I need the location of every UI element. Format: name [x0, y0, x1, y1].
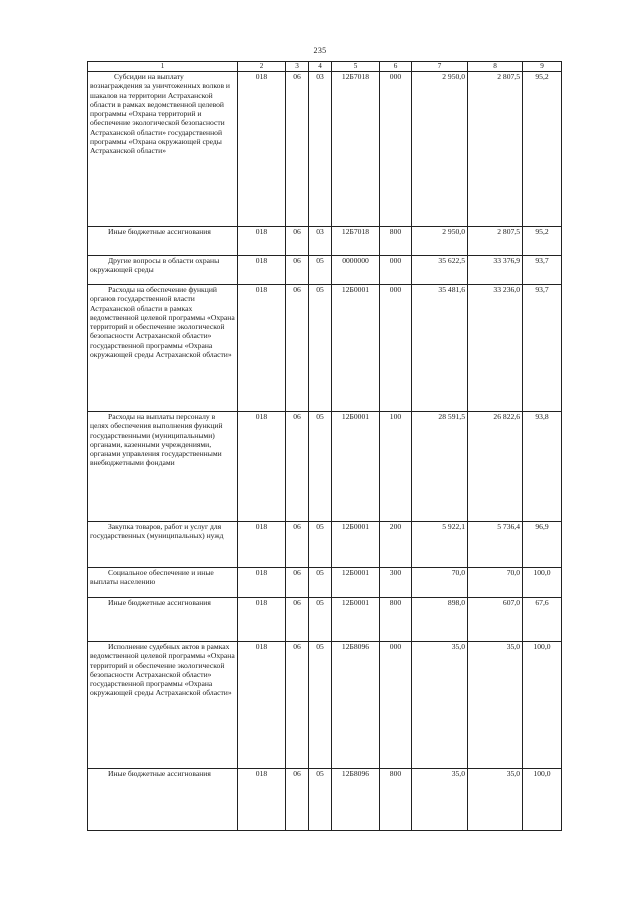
- cell-admin-code: 018: [238, 227, 286, 256]
- cell-subsection: 05: [309, 412, 332, 522]
- cell-executed: 70,0: [468, 568, 523, 598]
- cell-admin-code: 018: [238, 522, 286, 568]
- cell-percent: 93,7: [523, 285, 562, 412]
- cell-section: 06: [286, 642, 309, 769]
- cell-percent: 100,0: [523, 642, 562, 769]
- cell-target-code: 12Б0001: [332, 598, 380, 642]
- header-cell-7: 7: [412, 62, 468, 72]
- cell-section: 06: [286, 256, 309, 285]
- table-row: [88, 522, 562, 568]
- cell-subsection: 03: [309, 227, 332, 256]
- row-name: Субсидии на выплату вознаграждения за уничтоженных волков и шакалов на территории Астраханской области в рамках ведомственной целевой программы «Охрана территорий и обеспечение экологической безопасности Астраханской области» государственной программы «Охрана окружающей среды Астраханской области»: [88, 72, 238, 227]
- header-cell-6: 6: [380, 62, 412, 72]
- row-name: Иные бюджетные ассигнования: [88, 598, 238, 642]
- cell-target-code: 12Б7018: [332, 72, 380, 227]
- cell-target-code: 12Б0001: [332, 412, 380, 522]
- header-cell-9: 9: [523, 62, 562, 72]
- cell-planned: 35,0: [412, 642, 468, 769]
- page-number: 235: [313, 46, 327, 55]
- cell-subsection: 05: [309, 522, 332, 568]
- budget-table: [87, 61, 562, 831]
- header-cell-8: 8: [468, 62, 523, 72]
- cell-admin-code: 018: [238, 412, 286, 522]
- row-name: Социальное обеспечение и иные выплаты населению: [88, 568, 238, 598]
- cell-percent: 95,2: [523, 72, 562, 227]
- cell-expense-type: 800: [380, 598, 412, 642]
- cell-executed: 33 236,0: [468, 285, 523, 412]
- cell-subsection: 03: [309, 72, 332, 227]
- table-row: [88, 642, 562, 769]
- table-row: [88, 769, 562, 831]
- table-row: [88, 72, 562, 227]
- cell-section: 06: [286, 72, 309, 227]
- table-row: [88, 412, 562, 522]
- cell-subsection: 05: [309, 256, 332, 285]
- cell-planned: 35 622,5: [412, 256, 468, 285]
- cell-executed: 35,0: [468, 642, 523, 769]
- cell-admin-code: 018: [238, 642, 286, 769]
- cell-section: 06: [286, 227, 309, 256]
- table-row: [88, 568, 562, 598]
- cell-planned: 70,0: [412, 568, 468, 598]
- cell-executed: 607,0: [468, 598, 523, 642]
- cell-section: 06: [286, 522, 309, 568]
- cell-target-code: 0000000: [332, 256, 380, 285]
- cell-section: 06: [286, 769, 309, 831]
- cell-planned: 898,0: [412, 598, 468, 642]
- cell-section: 06: [286, 285, 309, 412]
- cell-admin-code: 018: [238, 598, 286, 642]
- cell-target-code: 12Б7018: [332, 227, 380, 256]
- cell-subsection: 05: [309, 568, 332, 598]
- row-name: Иные бюджетные ассигнования: [88, 769, 238, 831]
- cell-target-code: 12Б0001: [332, 285, 380, 412]
- cell-admin-code: 018: [238, 568, 286, 598]
- cell-expense-type: 000: [380, 256, 412, 285]
- cell-percent: 100,0: [523, 568, 562, 598]
- cell-percent: 67,6: [523, 598, 562, 642]
- cell-expense-type: 300: [380, 568, 412, 598]
- header-cell-1: 1: [88, 62, 238, 72]
- cell-percent: 100,0: [523, 769, 562, 831]
- cell-planned: 35,0: [412, 769, 468, 831]
- header-row: [88, 62, 562, 72]
- cell-target-code: 12Б0001: [332, 522, 380, 568]
- cell-expense-type: 000: [380, 72, 412, 227]
- cell-target-code: 12Б0001: [332, 568, 380, 598]
- cell-target-code: 12Б8096: [332, 642, 380, 769]
- cell-section: 06: [286, 412, 309, 522]
- cell-planned: 2 950,0: [412, 227, 468, 256]
- cell-target-code: 12Б8096: [332, 769, 380, 831]
- cell-expense-type: 000: [380, 285, 412, 412]
- cell-expense-type: 800: [380, 769, 412, 831]
- cell-subsection: 05: [309, 285, 332, 412]
- cell-percent: 93,8: [523, 412, 562, 522]
- cell-subsection: 05: [309, 769, 332, 831]
- cell-admin-code: 018: [238, 285, 286, 412]
- row-name: Исполнение судебных актов в рамках ведомственной целевой программы «Охрана территорий и обеспечение экологической безопасности Астраханской области» государственной программы «Охрана окружающей среды Астраханской области»: [88, 642, 238, 769]
- cell-expense-type: 000: [380, 642, 412, 769]
- header-cell-3: 3: [286, 62, 309, 72]
- row-name: Иные бюджетные ассигнования: [88, 227, 238, 256]
- cell-percent: 95,2: [523, 227, 562, 256]
- cell-executed: 5 736,4: [468, 522, 523, 568]
- cell-executed: 2 807,5: [468, 72, 523, 227]
- cell-expense-type: 200: [380, 522, 412, 568]
- cell-percent: 96,9: [523, 522, 562, 568]
- table-row: [88, 285, 562, 412]
- cell-executed: 35,0: [468, 769, 523, 831]
- row-name: Расходы на выплаты персоналу в целях обеспечения выполнения функций государственными (муниципальными) органами, казенными учреждениями, органами управления государственными внебюджетными фондами: [88, 412, 238, 522]
- cell-admin-code: 018: [238, 769, 286, 831]
- cell-executed: 2 807,5: [468, 227, 523, 256]
- table-row: [88, 256, 562, 285]
- header-cell-2: 2: [238, 62, 286, 72]
- row-name: Другие вопросы в области охраны окружающей среды: [88, 256, 238, 285]
- cell-planned: 28 591,5: [412, 412, 468, 522]
- table-row: [88, 227, 562, 256]
- cell-admin-code: 018: [238, 72, 286, 227]
- row-name: Расходы на обеспечение функций органов государственной власти Астраханской области в рамках ведомственной целевой программы «Охрана территорий и обеспечение экологической безопасности Астраханской области» государственной программы «Охрана окружающей среды Астраханской области»: [88, 285, 238, 412]
- header-cell-5: 5: [332, 62, 380, 72]
- cell-planned: 5 922,1: [412, 522, 468, 568]
- cell-percent: 93,7: [523, 256, 562, 285]
- cell-section: 06: [286, 598, 309, 642]
- cell-subsection: 05: [309, 598, 332, 642]
- table-row: [88, 598, 562, 642]
- cell-planned: 2 950,0: [412, 72, 468, 227]
- cell-planned: 35 481,6: [412, 285, 468, 412]
- cell-executed: 33 376,9: [468, 256, 523, 285]
- cell-expense-type: 800: [380, 227, 412, 256]
- header-cell-4: 4: [309, 62, 332, 72]
- cell-subsection: 05: [309, 642, 332, 769]
- cell-expense-type: 100: [380, 412, 412, 522]
- cell-section: 06: [286, 568, 309, 598]
- cell-admin-code: 018: [238, 256, 286, 285]
- cell-executed: 26 822,6: [468, 412, 523, 522]
- row-name: Закупка товаров, работ и услуг для государственных (муниципальных) нужд: [88, 522, 238, 568]
